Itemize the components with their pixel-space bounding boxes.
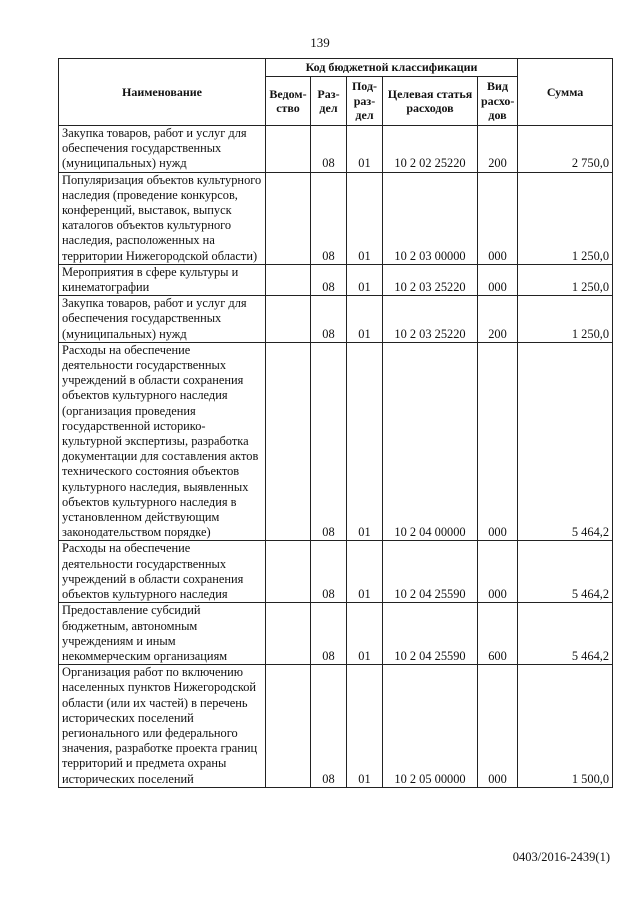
header-amount: Сумма bbox=[518, 59, 613, 126]
table-row bbox=[59, 342, 613, 541]
row-name: Закупка товаров, работ и услуг для обеспечения государственных (муниципальных) нужд bbox=[59, 296, 266, 343]
row-amount: 5 464,2 bbox=[518, 603, 613, 665]
row-department bbox=[266, 296, 311, 343]
row-section: 08 bbox=[311, 603, 347, 665]
row-subsection: 01 bbox=[347, 603, 383, 665]
row-department bbox=[266, 665, 311, 788]
row-type: 000 bbox=[478, 342, 518, 541]
row-target: 10 2 04 25590 bbox=[383, 541, 478, 603]
row-amount: 2 750,0 bbox=[518, 126, 613, 173]
header-department: Ведом-ство bbox=[266, 77, 311, 126]
row-target: 10 2 03 25220 bbox=[383, 264, 478, 295]
row-type: 000 bbox=[478, 665, 518, 788]
row-type: 000 bbox=[478, 541, 518, 603]
row-subsection: 01 bbox=[347, 126, 383, 173]
row-amount: 5 464,2 bbox=[518, 541, 613, 603]
table-row bbox=[59, 264, 613, 295]
row-type: 200 bbox=[478, 296, 518, 343]
row-department bbox=[266, 603, 311, 665]
row-department bbox=[266, 264, 311, 295]
row-subsection: 01 bbox=[347, 172, 383, 264]
row-name: Расходы на обеспечение деятельности государственных учреждений в области сохранения объектов культурного наследия bbox=[59, 541, 266, 603]
header-section: Раз-дел bbox=[311, 77, 347, 126]
document-code: 0403/2016-2439(1) bbox=[512, 850, 610, 864]
row-name: Закупка товаров, работ и услуг для обеспечения государственных (муниципальных) нужд bbox=[59, 126, 266, 173]
header-code-group: Код бюджетной классификации bbox=[266, 59, 518, 77]
row-name: Расходы на обеспечение деятельности государственных учреждений в области сохранения объектов культурного наследия (организация проведения государственной историко-культурной экспертизы, разработка документации для составления актов технического состояния объектов культурного наследия, выявленных объектов культурного наследия в установленном действующим законодательством порядке) bbox=[59, 342, 266, 541]
row-section: 08 bbox=[311, 665, 347, 788]
table-row bbox=[59, 541, 613, 603]
row-type: 200 bbox=[478, 126, 518, 173]
row-name: Организация работ по включению населенных пунктов Нижегородской области (или их частей) в перечень исторических поселений регионального или федерального значения, разработке проекта границ территорий и предмета охраны исторических поселений bbox=[59, 665, 266, 788]
row-amount: 1 250,0 bbox=[518, 172, 613, 264]
table-row bbox=[59, 603, 613, 665]
table-row bbox=[59, 172, 613, 264]
row-name: Мероприятия в сфере культуры и кинематографии bbox=[59, 264, 266, 295]
row-department bbox=[266, 126, 311, 173]
row-target: 10 2 05 00000 bbox=[383, 665, 478, 788]
row-target: 10 2 03 25220 bbox=[383, 296, 478, 343]
row-department bbox=[266, 541, 311, 603]
row-subsection: 01 bbox=[347, 342, 383, 541]
row-type: 600 bbox=[478, 603, 518, 665]
row-name: Популяризация объектов культурного наследия (проведение конкурсов, конференций, выставок, выпуск каталогов объектов культурного наследия, расположенных на территории Нижегородской области) bbox=[59, 172, 266, 264]
row-type: 000 bbox=[478, 172, 518, 264]
row-section: 08 bbox=[311, 126, 347, 173]
row-section: 08 bbox=[311, 172, 347, 264]
header-target-item: Целевая статья расходов bbox=[383, 77, 478, 126]
row-department bbox=[266, 172, 311, 264]
row-type: 000 bbox=[478, 264, 518, 295]
table-row bbox=[59, 296, 613, 343]
row-target: 10 2 02 25220 bbox=[383, 126, 478, 173]
row-section: 08 bbox=[311, 541, 347, 603]
header-expense-type: Вид расхо-дов bbox=[478, 77, 518, 126]
row-section: 08 bbox=[311, 264, 347, 295]
budget-table bbox=[58, 58, 613, 788]
row-amount: 5 464,2 bbox=[518, 342, 613, 541]
table-row bbox=[59, 665, 613, 788]
row-target: 10 2 04 25590 bbox=[383, 603, 478, 665]
row-amount: 1 500,0 bbox=[518, 665, 613, 788]
row-subsection: 01 bbox=[347, 264, 383, 295]
row-department bbox=[266, 342, 311, 541]
row-target: 10 2 04 00000 bbox=[383, 342, 478, 541]
row-target: 10 2 03 00000 bbox=[383, 172, 478, 264]
header-subsection: Под-раз-дел bbox=[347, 77, 383, 126]
row-amount: 1 250,0 bbox=[518, 264, 613, 295]
row-name: Предоставление субсидий бюджетным, автономным учреждениям и иным некоммерческим организациям bbox=[59, 603, 266, 665]
row-subsection: 01 bbox=[347, 296, 383, 343]
row-subsection: 01 bbox=[347, 665, 383, 788]
row-section: 08 bbox=[311, 296, 347, 343]
header-name: Наименование bbox=[59, 59, 266, 126]
row-section: 08 bbox=[311, 342, 347, 541]
row-subsection: 01 bbox=[347, 541, 383, 603]
page-number: 139 bbox=[310, 35, 330, 50]
row-amount: 1 250,0 bbox=[518, 296, 613, 343]
table-row bbox=[59, 126, 613, 173]
